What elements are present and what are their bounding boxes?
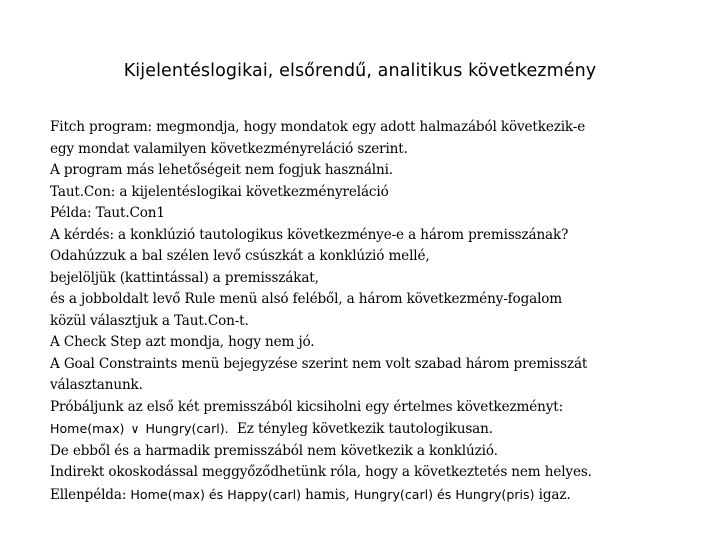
body-line: egy mondat valamilyen következményreláció szerint.	[50, 140, 408, 157]
body-line: és a jobboldalt levő Rule menü alsó feléből, a három következmény-fogalom	[50, 291, 563, 307]
text-igaz: igaz.	[534, 486, 571, 503]
formula-hungry-carl: Hungry(carl).	[145, 421, 229, 436]
counterexample-line	[50, 484, 700, 507]
body-line: bejelöljük (kattintással) a premisszákat,	[50, 269, 319, 286]
counterexample-label: Ellenpélda:	[50, 486, 131, 503]
body-line: Példa: Taut.Con1	[50, 205, 165, 221]
body-line: Próbáljunk az első két premisszából kicsiholni egy értelmes következményt:	[50, 398, 564, 415]
formula-hungry-carl: Hungry(carl)	[353, 486, 434, 502]
body-line: közül választjuk a Taut.Con-t.	[50, 312, 249, 329]
slide-title: Kijelentéslogikai, elsőrendű, analitikus következmény	[123, 61, 597, 81]
text-hamis: hamis,	[301, 486, 354, 503]
formula-comment: Ez tényleg következik tautologikusan.	[228, 421, 493, 437]
formula-happy-carl: Happy(carl)	[227, 486, 301, 502]
body-line: választanunk.	[50, 377, 143, 393]
body-line: A kérdés: a konklúzió tautologikus következménye-e a három premisszának?	[50, 226, 569, 243]
formula-hungry-pris: Hungry(pris)	[455, 486, 535, 502]
body-line: Indirekt okoskodással meggyőződhetünk róla, hogy a következtetés nem helyes.	[50, 464, 592, 480]
body-line: Fitch program: megmondja, hogy mondatok egy adott halmazából következik-e	[50, 119, 586, 135]
body-line: A Goal Constraints menü bejegyzése szerint nem volt szabad három premisszát	[50, 355, 588, 372]
connective-es: és	[204, 486, 228, 502]
or-symbol: ∨	[130, 422, 140, 436]
body-line: A Check Step azt mondja, hogy nem jó.	[50, 334, 315, 350]
formula-home-max: Home(max)	[130, 486, 205, 502]
body-line: Taut.Con: a kijelentéslogikai következményreláció	[50, 183, 389, 200]
formula-home-max: Home(max)	[50, 421, 125, 436]
formula-line	[50, 418, 700, 441]
connective-es: és	[433, 486, 456, 502]
body-line: De ebből és a harmadik premisszából nem következik a konklúzió.	[50, 442, 498, 459]
body-line: A program más lehetőségeit nem fogjuk használni.	[50, 162, 393, 178]
body-line: Odahúzzuk a bal szélen levő csúszkát a konklúzió mellé,	[50, 248, 430, 264]
slide-body	[50, 117, 700, 506]
